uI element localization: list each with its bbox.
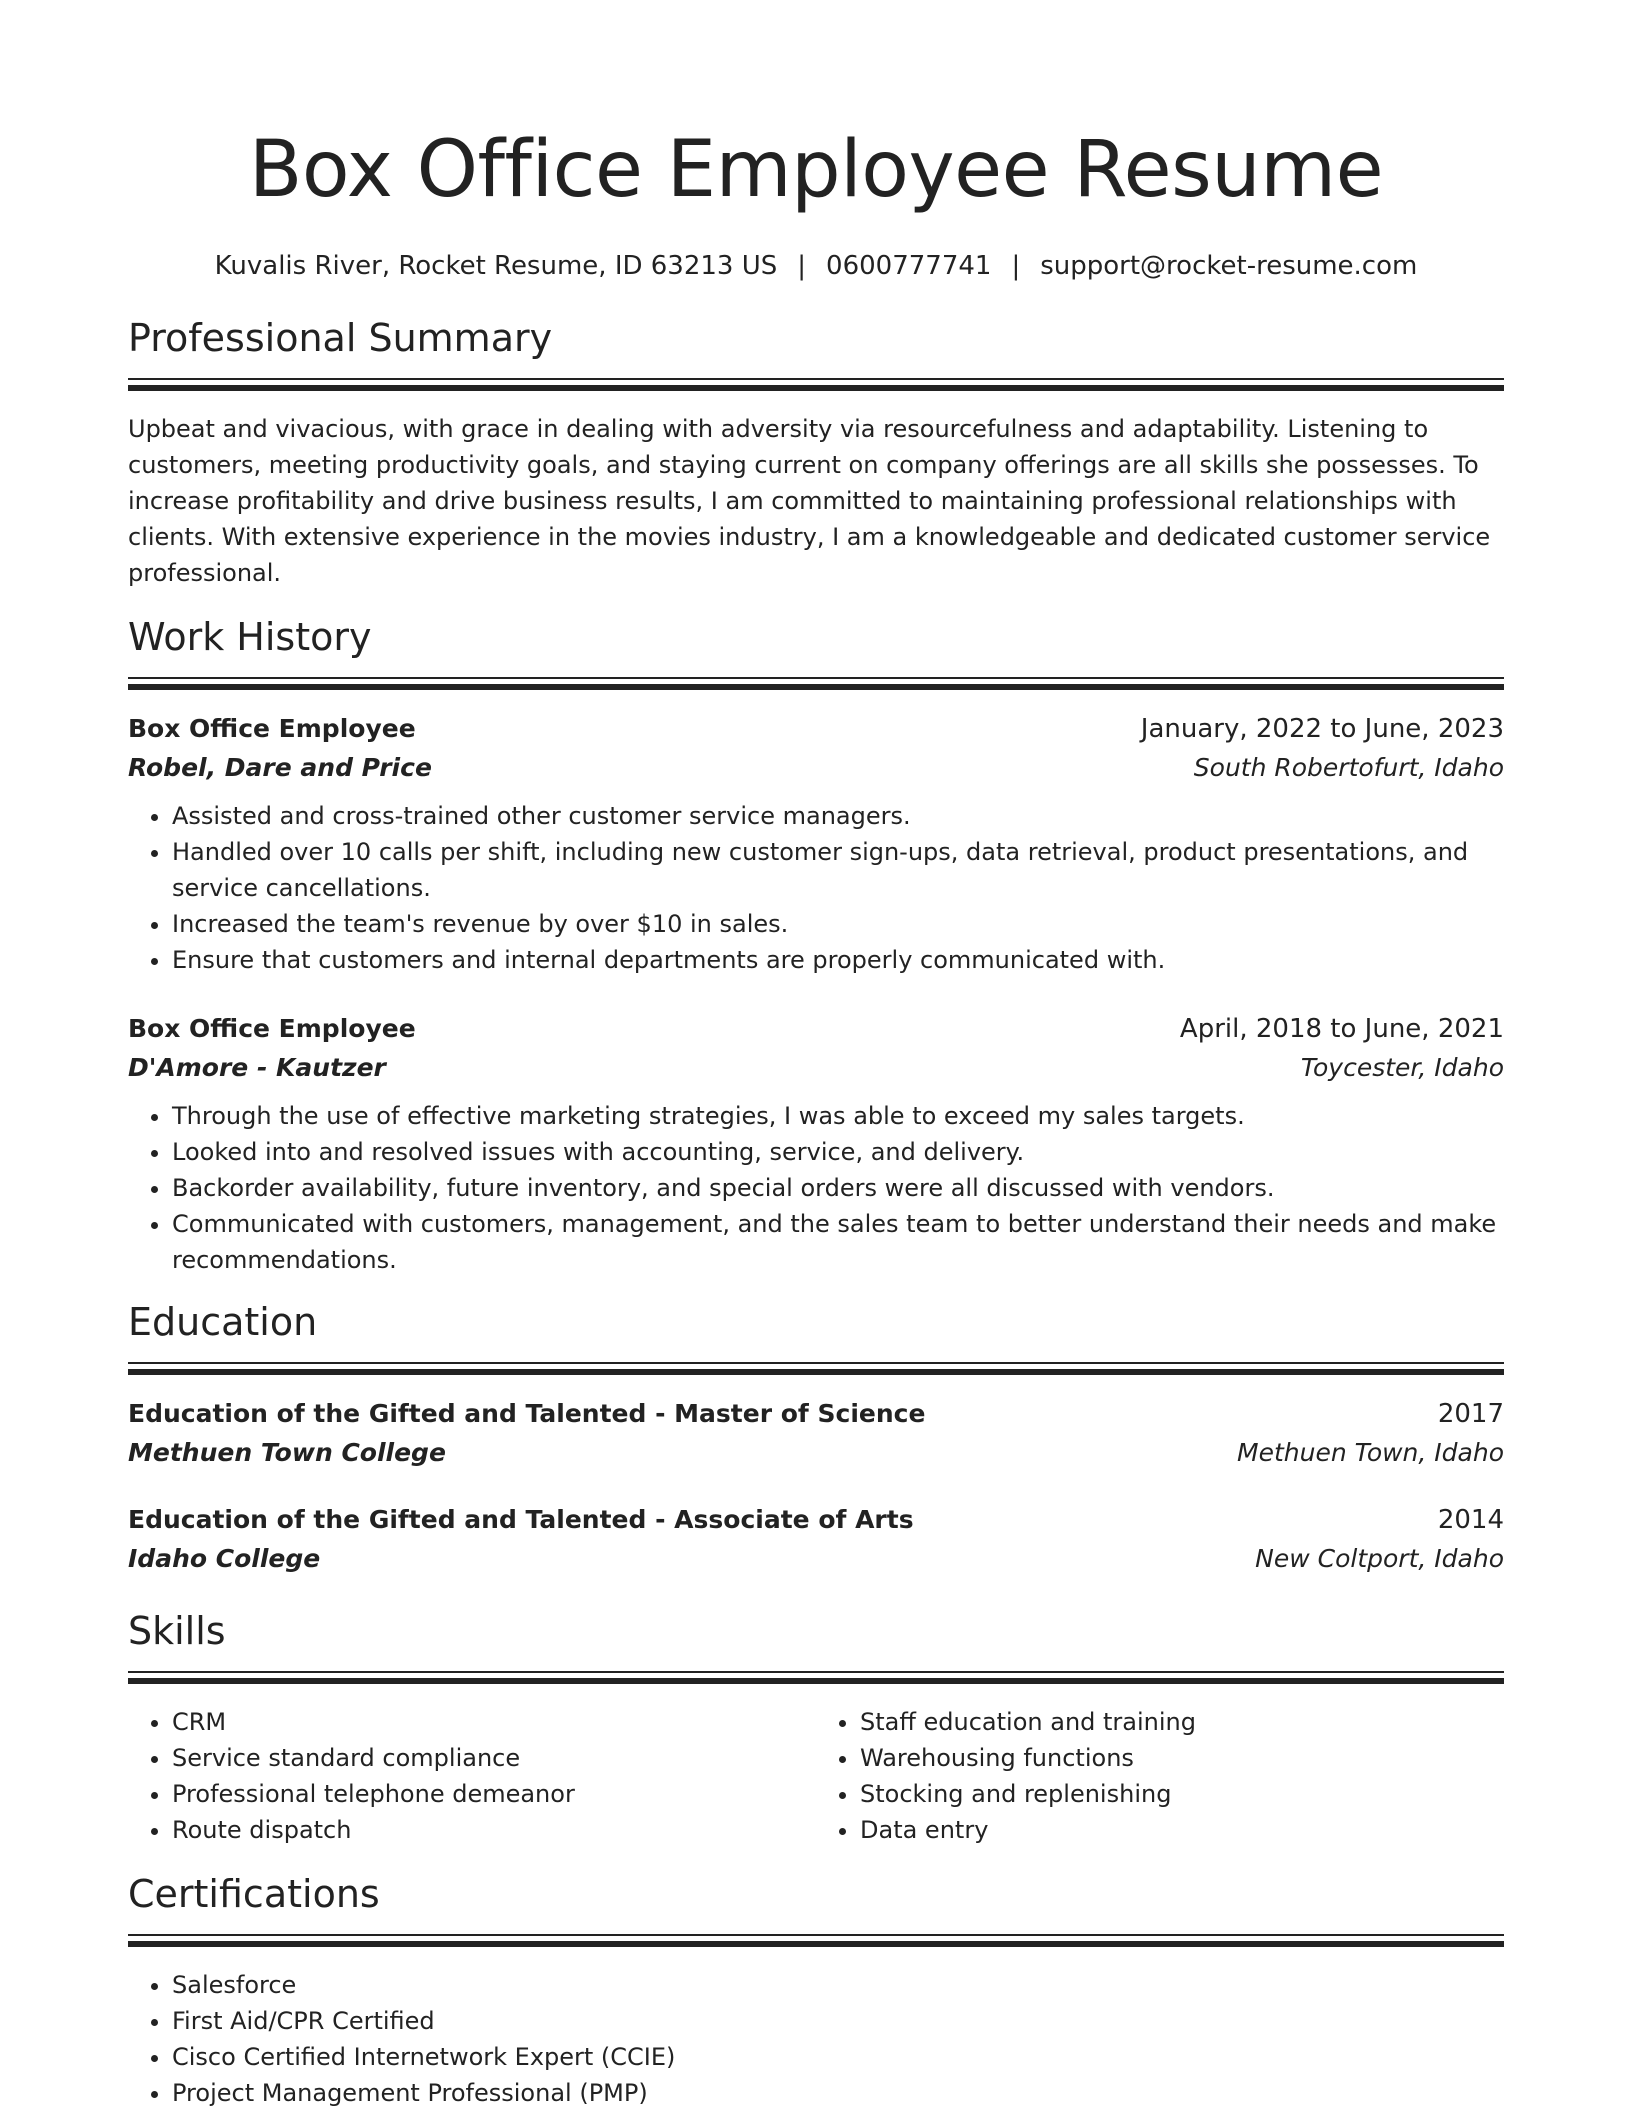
education-entry: [128, 1501, 1504, 1579]
skills-grid: [128, 1704, 1504, 1848]
contact-line: [128, 248, 1504, 284]
job-title: Box Office Employee: [128, 714, 416, 743]
job-company-row: [128, 1048, 1504, 1088]
skills-section: [128, 1607, 1504, 1848]
summary-text: Upbeat and vivacious, with grace in dealing with adversity via resourcefulness and adaptability. Listening to customers, meeting productivity goals, and staying current on company offerings are all skills she possesses. To increase profitability and drive business results, I am committed to maintaining professional relationships with clients. With extensive experience in the movies industry, I am a knowledgeable and dedicated customer service professional.: [128, 415, 1491, 587]
job-company: D'Amore - Kautzer: [128, 1053, 386, 1082]
list-item: • Service standard compliance: [172, 1740, 816, 1776]
list-item: • Data entry: [860, 1812, 1504, 1848]
job-header-row: [128, 1010, 1504, 1048]
section-divider: [128, 1671, 1504, 1684]
contact-phone: 0600777741: [826, 251, 992, 281]
education-school: Idaho College: [128, 1544, 321, 1573]
job-bullets: [128, 798, 1504, 978]
list-item: • Handled over 10 calls per shift, including new customer sign-ups, data retrieval, product presentations, and service cancellations.: [172, 834, 1504, 906]
job-company-row: [128, 748, 1504, 788]
list-item: • Project Management Professional (PMP): [172, 2075, 1504, 2111]
certifications-list: [128, 1967, 1504, 2111]
education-location: New Coltport, Idaho: [1255, 1544, 1504, 1573]
education-school-row: [128, 1433, 1504, 1473]
section-divider: [128, 378, 1504, 391]
job-dates: April, 2018 to June, 2021: [1179, 1014, 1504, 1044]
job-entry: [128, 1010, 1504, 1278]
education-header-row: [128, 1395, 1504, 1433]
education-school: Methuen Town College: [128, 1438, 446, 1467]
education-year: 2014: [1437, 1505, 1504, 1535]
list-item: • Route dispatch: [172, 1812, 816, 1848]
list-item: • Assisted and cross-trained other customer service managers.: [172, 798, 1504, 834]
list-item: • First Aid/CPR Certified: [172, 2003, 1504, 2039]
education-header-row: [128, 1501, 1504, 1539]
job-dates: January, 2022 to June, 2023: [1140, 714, 1504, 744]
section-divider: [128, 1934, 1504, 1947]
education-degree: Education of the Gifted and Talented - Master of Science: [128, 1399, 926, 1428]
skills-list-left: [128, 1704, 816, 1848]
job-entry: [128, 710, 1504, 978]
contact-separator: |: [797, 251, 807, 281]
job-location: South Robertofurt, Idaho: [1193, 753, 1504, 782]
education-entry: [128, 1395, 1504, 1473]
certifications-section: [128, 1870, 1504, 2111]
job-header-row: [128, 710, 1504, 748]
list-item: • Salesforce: [172, 1967, 1504, 2003]
work-history-section: [128, 613, 1504, 1278]
section-divider: [128, 1362, 1504, 1375]
list-item: • Staff education and training: [860, 1704, 1504, 1740]
education-location: Methuen Town, Idaho: [1237, 1438, 1504, 1467]
job-company: Robel, Dare and Price: [128, 753, 432, 782]
resume-title: Box Office Employee Resume: [248, 125, 1384, 215]
education-degree: Education of the Gifted and Talented - Associate of Arts: [128, 1505, 914, 1534]
list-item: • Warehousing functions: [860, 1740, 1504, 1776]
job-bullets: [128, 1098, 1504, 1278]
education-year: 2017: [1437, 1399, 1504, 1429]
list-item: • Looked into and resolved issues with accounting, service, and delivery.: [172, 1134, 1504, 1170]
job-location: Toycester, Idaho: [1300, 1053, 1504, 1082]
education-school-row: [128, 1539, 1504, 1579]
list-item: • Cisco Certified Internetwork Expert (CCIE): [172, 2039, 1504, 2075]
list-item: • Professional telephone demeanor: [172, 1776, 816, 1812]
summary-section: [128, 314, 1504, 591]
job-title: Box Office Employee: [128, 1014, 416, 1043]
list-item: • Through the use of effective marketing strategies, I was able to exceed my sales targets.: [172, 1098, 1504, 1134]
summary-heading: Professional Summary: [128, 316, 553, 360]
list-item: • Ensure that customers and internal departments are properly communicated with.: [172, 942, 1504, 978]
list-item: • CRM: [172, 1704, 816, 1740]
contact-address: Kuvalis River, Rocket Resume, ID 63213 US: [214, 251, 778, 281]
education-section: [128, 1298, 1504, 1579]
work-history-heading: Work History: [128, 615, 372, 659]
skills-list-right: [816, 1704, 1504, 1848]
certifications-heading: Certifications: [128, 1872, 380, 1916]
education-heading: Education: [128, 1300, 318, 1344]
section-divider: [128, 677, 1504, 690]
list-item: • Backorder availability, future inventory, and special orders were all discussed with vendors.: [172, 1170, 1504, 1206]
list-item: • Increased the team's revenue by over $10 in sales.: [172, 906, 1504, 942]
contact-email: support@rocket-resume.com: [1040, 251, 1418, 281]
contact-separator: |: [1011, 251, 1021, 281]
list-item: • Communicated with customers, management, and the sales team to better understand their needs and make recommendations.: [172, 1206, 1504, 1278]
list-item: • Stocking and replenishing: [860, 1776, 1504, 1812]
skills-heading: Skills: [128, 1609, 226, 1653]
